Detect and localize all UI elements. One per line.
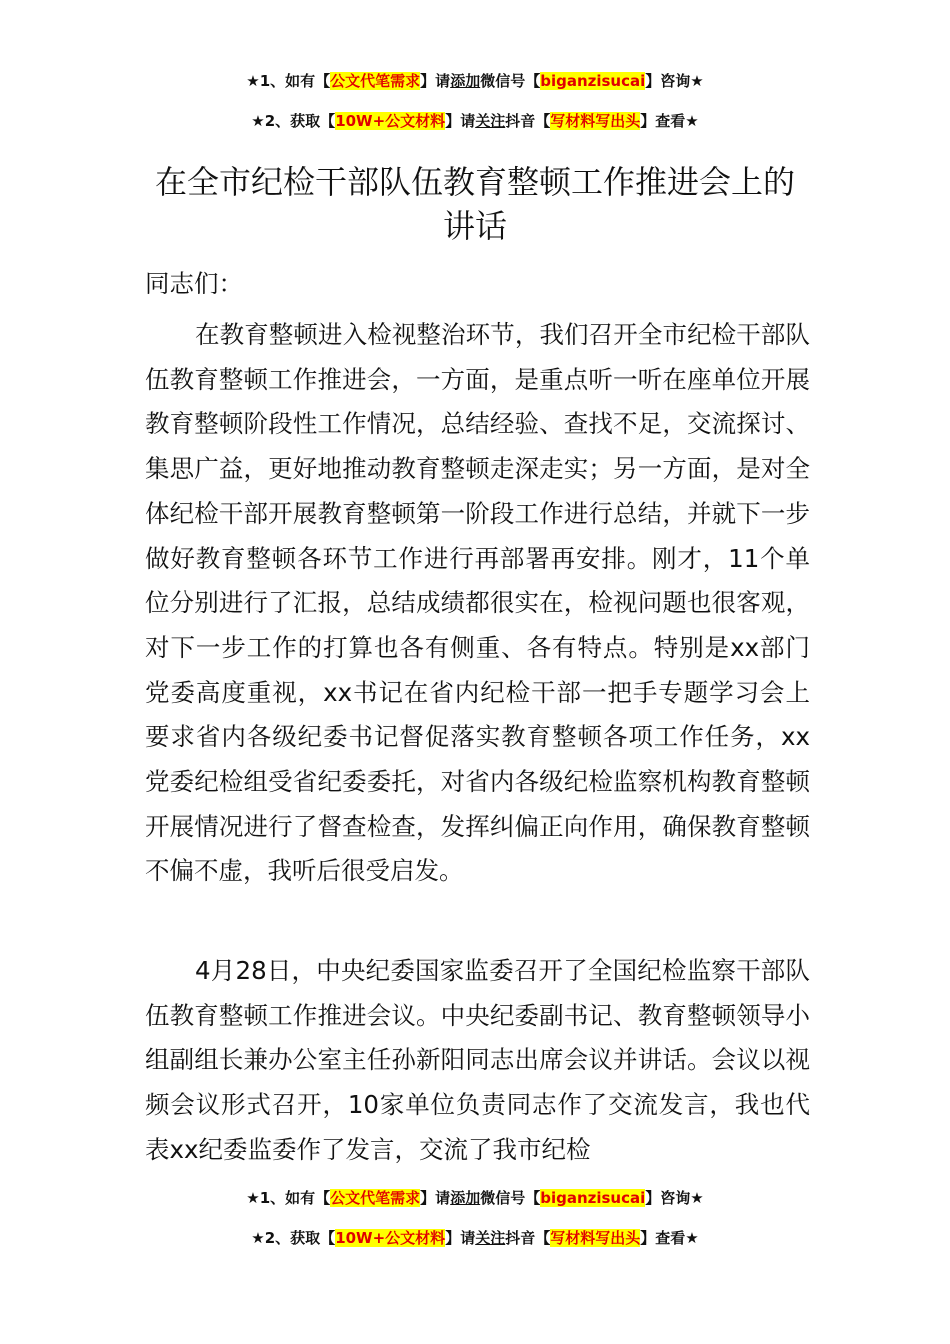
banner-highlight: 公文代笔需求 [330,72,421,90]
banner-prefix: ★1、如有【 [246,72,331,90]
banner-text: 】请 [445,1229,476,1247]
banner-underlined: 关注 [475,112,506,130]
banner-suffix: 】咨询★ [645,1189,704,1207]
bottom-banner-line-2 [0,1227,950,1249]
paragraph-2: 4月28日，中央纪委国家监委召开了全国纪检监察干部队伍教育整顿工作推进会议。中央纪委副书记、教育整顿领导小组副组长兼办公室主任孙新阳同志出席会议并讲话。会议以视频会议形式召开，10家单位负责同志作了交流发言，我也代表xx纪委监委作了发言，交流了我市纪检 [145,956,810,1164]
banner-underlined: 添加 [450,72,481,90]
banner-highlight: 10W+公文材料 [335,1229,446,1247]
banner-highlight: 10W+公文材料 [335,112,446,130]
banner-wechat-id: biganzisucai [540,1189,646,1207]
banner-text: 】请 [445,112,476,130]
banner-highlight: 公文代笔需求 [330,1189,421,1207]
bottom-banner-line-1 [0,1187,950,1209]
banner-underlined: 关注 [475,1229,506,1247]
banner-text: 微信号【 [480,1189,541,1207]
banner-text: 抖音【 [505,1229,551,1247]
top-banner-line-2 [0,110,950,132]
banner-suffix: 】查看★ [640,1229,699,1247]
document-title: 在全市纪检干部队伍教育整顿工作推进会上的讲话 [154,163,795,245]
banner-douyin-id: 写材料写出头 [550,112,641,130]
salutation: 同志们： [145,269,243,298]
banner-suffix: 】查看★ [640,112,699,130]
banner-text: 微信号【 [480,72,541,90]
banner-suffix: 】咨询★ [645,72,704,90]
banner-text: 】请 [420,72,451,90]
top-banner-line-1 [0,70,950,92]
banner-prefix: ★2、获取【 [251,1229,336,1247]
banner-prefix: ★2、获取【 [251,112,336,130]
banner-douyin-id: 写材料写出头 [550,1229,641,1247]
banner-underlined: 添加 [450,1189,481,1207]
paragraph-1: 在教育整顿进入检视整治环节，我们召开全市纪检干部队伍教育整顿工作推进会，一方面，是重点听一听在座单位开展教育整顿阶段性工作情况，总结经验、查找不足，交流探讨、集思广益，更好地推动教育整顿走深走实；另一方面，是对全体纪检干部开展教育整顿第一阶段工作进行总结，并就下一步做好教育整顿各环节工作进行再部署再安排。刚才，11个单位分别进行了汇报，总结成绩都很实在，检视问题也很客观，对下一步工作的打算也各有侧重、各有特点。特别是xx部门党委高度重视，xx书记在省内纪检干部一把手专题学习会上要求省内各级纪委书记督促落实教育整顿各项工作任务，xx党委纪检组受省纪委委托，对省内各级纪检监察机构教育整顿开展情况进行了督查检查，发挥纠偏正向作用，确保教育整顿不偏不虚，我听后很受启发。 [145,320,810,886]
banner-text: 抖音【 [505,112,551,130]
banner-text: 】请 [420,1189,451,1207]
banner-wechat-id: biganzisucai [540,72,646,90]
banner-prefix: ★1、如有【 [246,1189,331,1207]
